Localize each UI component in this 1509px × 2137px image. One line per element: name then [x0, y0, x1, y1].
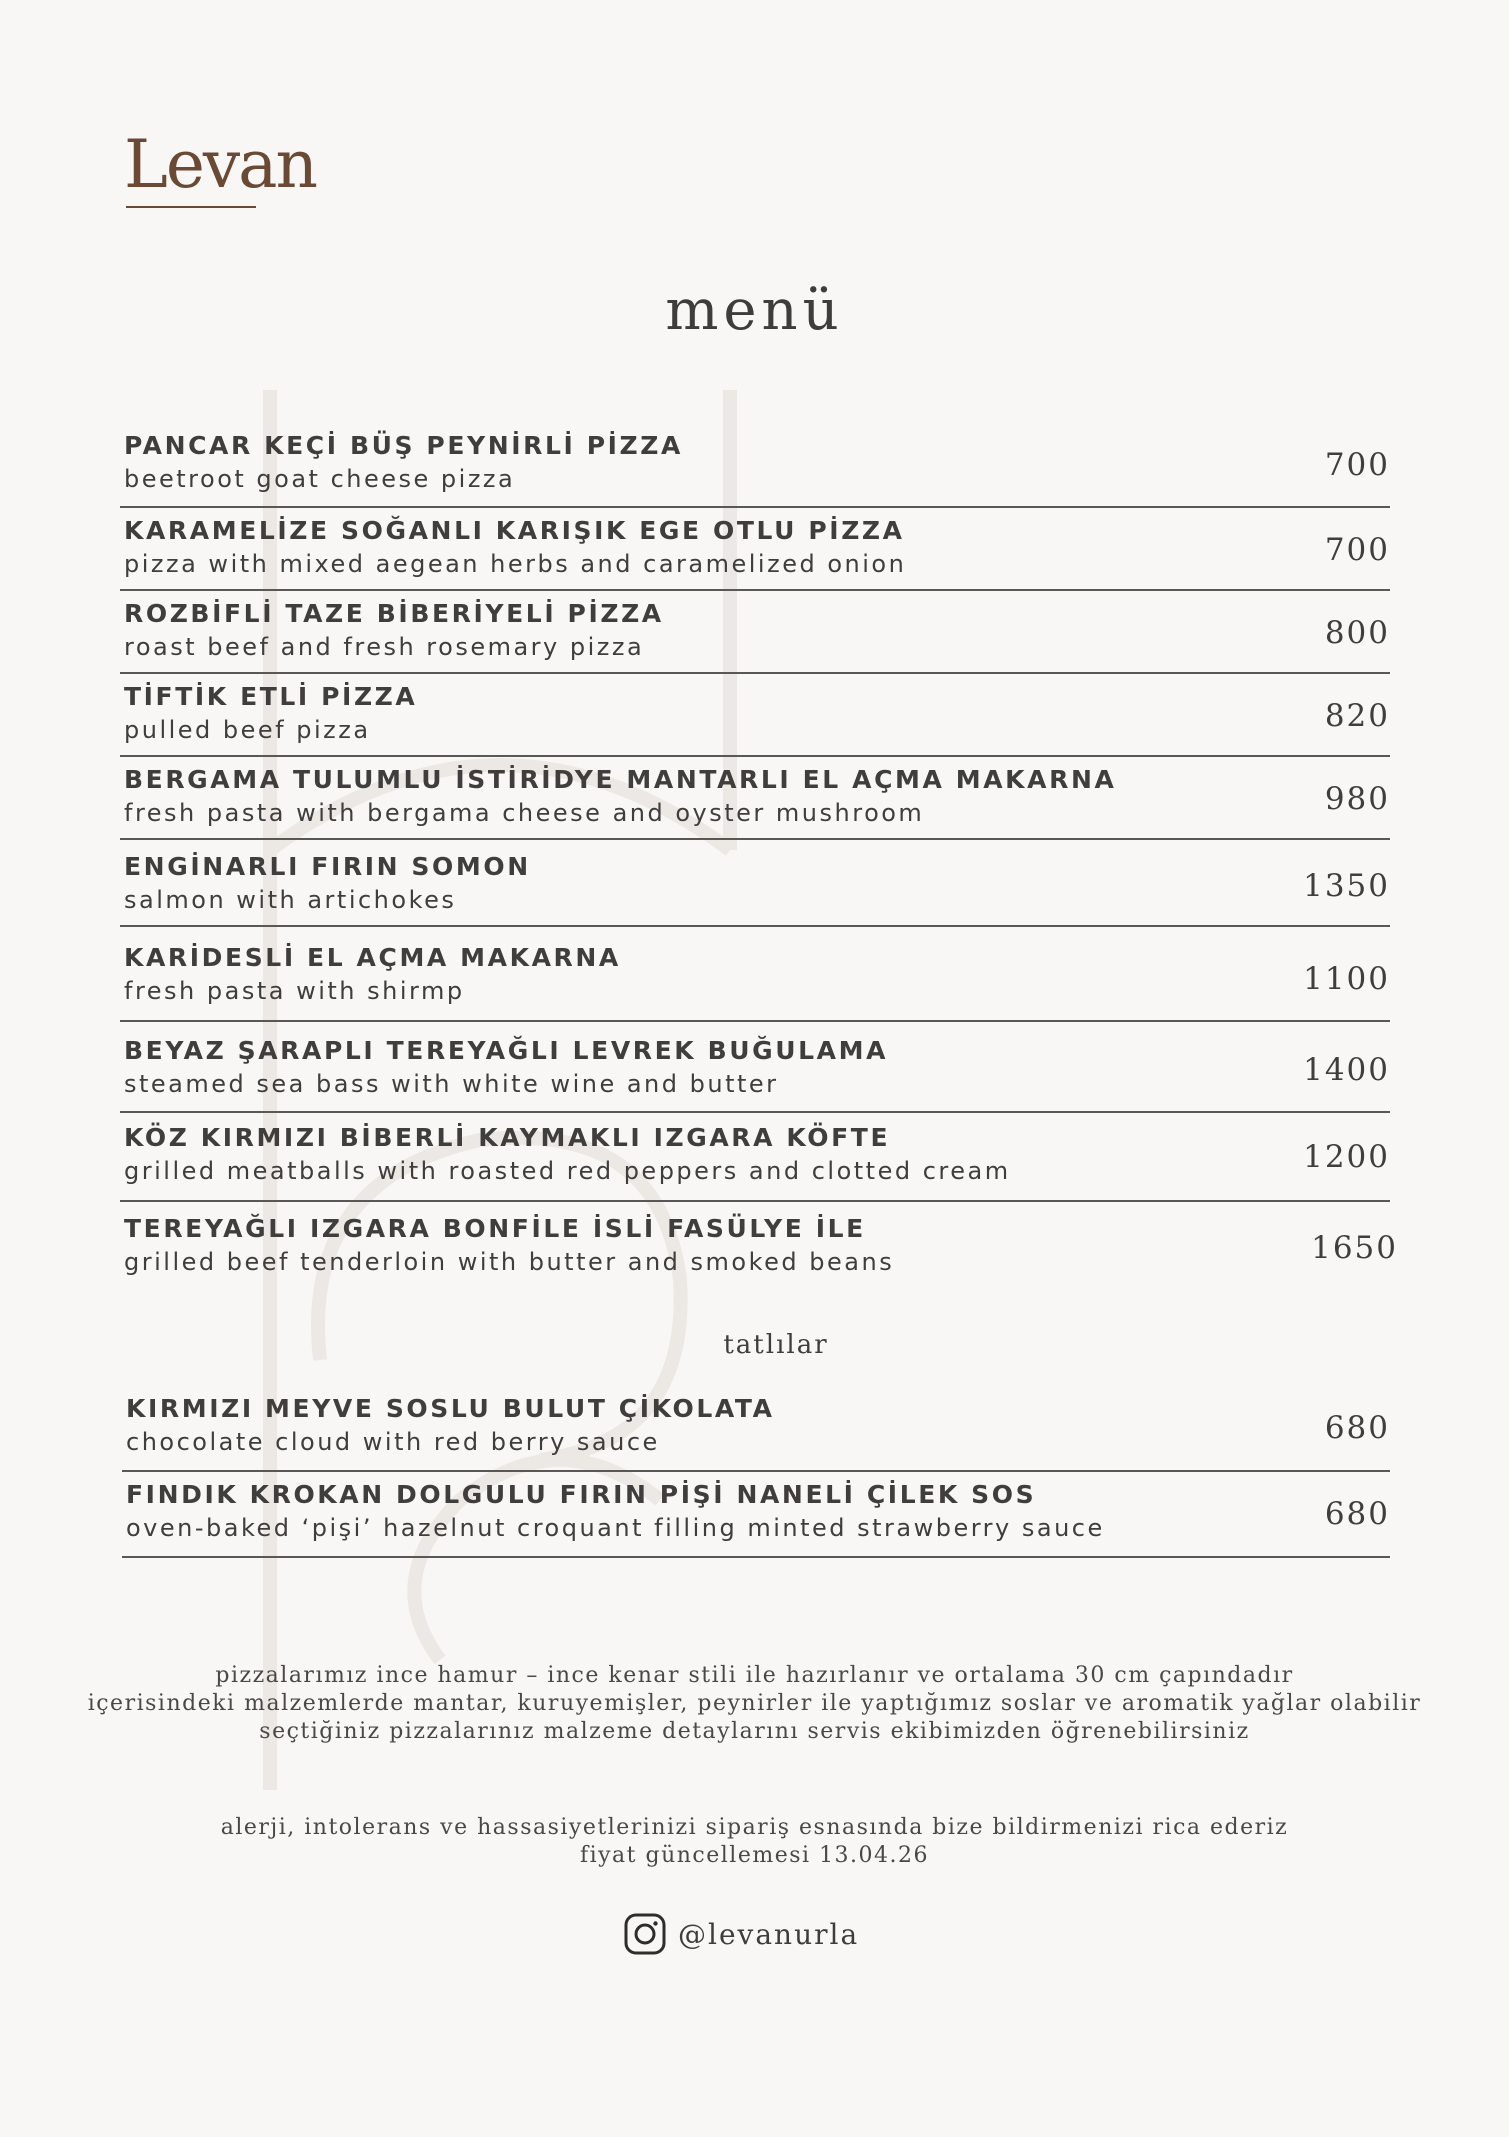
allergy-note	[0, 1814, 1509, 1870]
item-price: 980	[1324, 781, 1390, 817]
note-line: alerji, intolerans ve hassasiyetlerinizi sipariş esnasında bize bildirmenizi rica ederiz	[220, 1815, 1289, 1840]
menu-item	[120, 840, 1390, 927]
menu-item	[120, 674, 1390, 757]
item-name: ROZBİFLİ TAZE BİBERİYELİ PİZZA	[124, 599, 664, 628]
item-description: grilled meatballs with roasted red peppers and clotted cream	[124, 1157, 1011, 1185]
dessert-menu-list	[122, 1386, 1390, 1558]
item-description: grilled beef tenderloin with butter and smoked beans	[124, 1248, 895, 1276]
item-price: 700	[1324, 532, 1390, 568]
item-price: 1350	[1303, 868, 1390, 904]
item-description: fresh pasta with shirmp	[124, 977, 465, 1005]
item-name: ENGİNARLI FIRIN SOMON	[124, 852, 531, 881]
item-description: oven-baked ‘pişi’ hazelnut croquant filling minted strawberry sauce	[126, 1514, 1105, 1542]
item-price: 1100	[1303, 961, 1390, 997]
menu-item	[122, 1472, 1390, 1558]
item-description: roast beef and fresh rosemary pizza	[124, 633, 645, 661]
dessert-section-title: tatlılar	[723, 1330, 829, 1360]
item-name: KÖZ KIRMIZI BİBERLİ KAYMAKLI IZGARA KÖFTE	[124, 1123, 891, 1152]
item-price: 680	[1324, 1410, 1390, 1446]
item-price: 800	[1324, 615, 1390, 651]
menu-item	[120, 1113, 1390, 1202]
menu-item	[120, 591, 1390, 674]
page-title: menü	[665, 278, 844, 343]
item-price: 1650	[1311, 1230, 1398, 1266]
item-name: TEREYAĞLI IZGARA BONFİLE İSLİ FASÜLYE İLE	[124, 1214, 866, 1243]
social-link[interactable]	[624, 1913, 859, 1955]
item-name: BEYAZ ŞARAPLI TEREYAĞLI LEVREK BUĞULAMA	[124, 1036, 889, 1065]
item-name: TİFTİK ETLİ PİZZA	[124, 682, 418, 711]
item-description: pulled beef pizza	[124, 716, 371, 744]
item-price: 1200	[1303, 1139, 1390, 1175]
item-name: FINDIK KROKAN DOLGULU FIRIN PİŞİ NANELİ ÇİLEK SOS	[126, 1480, 1037, 1509]
item-name: KIRMIZI MEYVE SOSLU BULUT ÇİKOLATA	[126, 1394, 775, 1423]
item-description: beetroot goat cheese pizza	[124, 465, 516, 493]
menu-item	[120, 508, 1390, 591]
item-description: steamed sea bass with white wine and butter	[124, 1070, 779, 1098]
item-description: pizza with mixed aegean herbs and caramelized onion	[124, 550, 907, 578]
note-line: pizzalarımız ince hamur – ince kenar stili ile hazırlanır ve ortalama 30 cm çapındadır	[215, 1663, 1294, 1688]
item-price: 820	[1324, 698, 1390, 734]
note-line: seçtiğiniz pizzalarınız malzeme detaylarını servis ekibimizden öğrenebilirsiniz	[259, 1719, 1250, 1744]
menu-item	[120, 1202, 1398, 1284]
item-price: 700	[1324, 447, 1390, 483]
menu-item	[120, 423, 1390, 508]
menu-item	[120, 1022, 1390, 1113]
item-price: 680	[1324, 1496, 1390, 1532]
instagram-handle: @levanurla	[678, 1917, 860, 1951]
item-name: KARAMELİZE SOĞANLI KARIŞIK EGE OTLU PİZZA	[124, 516, 905, 545]
item-description: salmon with artichokes	[124, 886, 457, 914]
item-description: chocolate cloud with red berry sauce	[126, 1428, 660, 1456]
item-description: fresh pasta with bergama cheese and oyster mushroom	[124, 799, 925, 827]
item-name: BERGAMA TULUMLU İSTİRİDYE MANTARLI EL AÇMA MAKARNA	[124, 765, 1117, 794]
note-line: içerisindeki malzemlerde mantar, kuruyemişler, peynirler ile yaptığımız soslar ve aromatik yağlar olabilir	[87, 1691, 1422, 1716]
item-price: 1400	[1303, 1052, 1390, 1088]
main-menu-list	[120, 423, 1398, 1284]
menu-item	[120, 757, 1390, 840]
item-name: KARİDESLİ EL AÇMA MAKARNA	[124, 943, 621, 972]
logo-underline	[126, 206, 256, 208]
pizza-info-note	[0, 1662, 1509, 1746]
menu-item	[120, 927, 1390, 1022]
item-name: PANCAR KEÇİ BÜŞ PEYNİRLİ PİZZA	[124, 431, 683, 460]
brand-logo: Levan	[124, 126, 317, 203]
menu-item	[122, 1386, 1390, 1472]
instagram-icon	[624, 1913, 666, 1955]
price-update-date: fiyat güncellemesi 13.04.26	[579, 1843, 930, 1868]
